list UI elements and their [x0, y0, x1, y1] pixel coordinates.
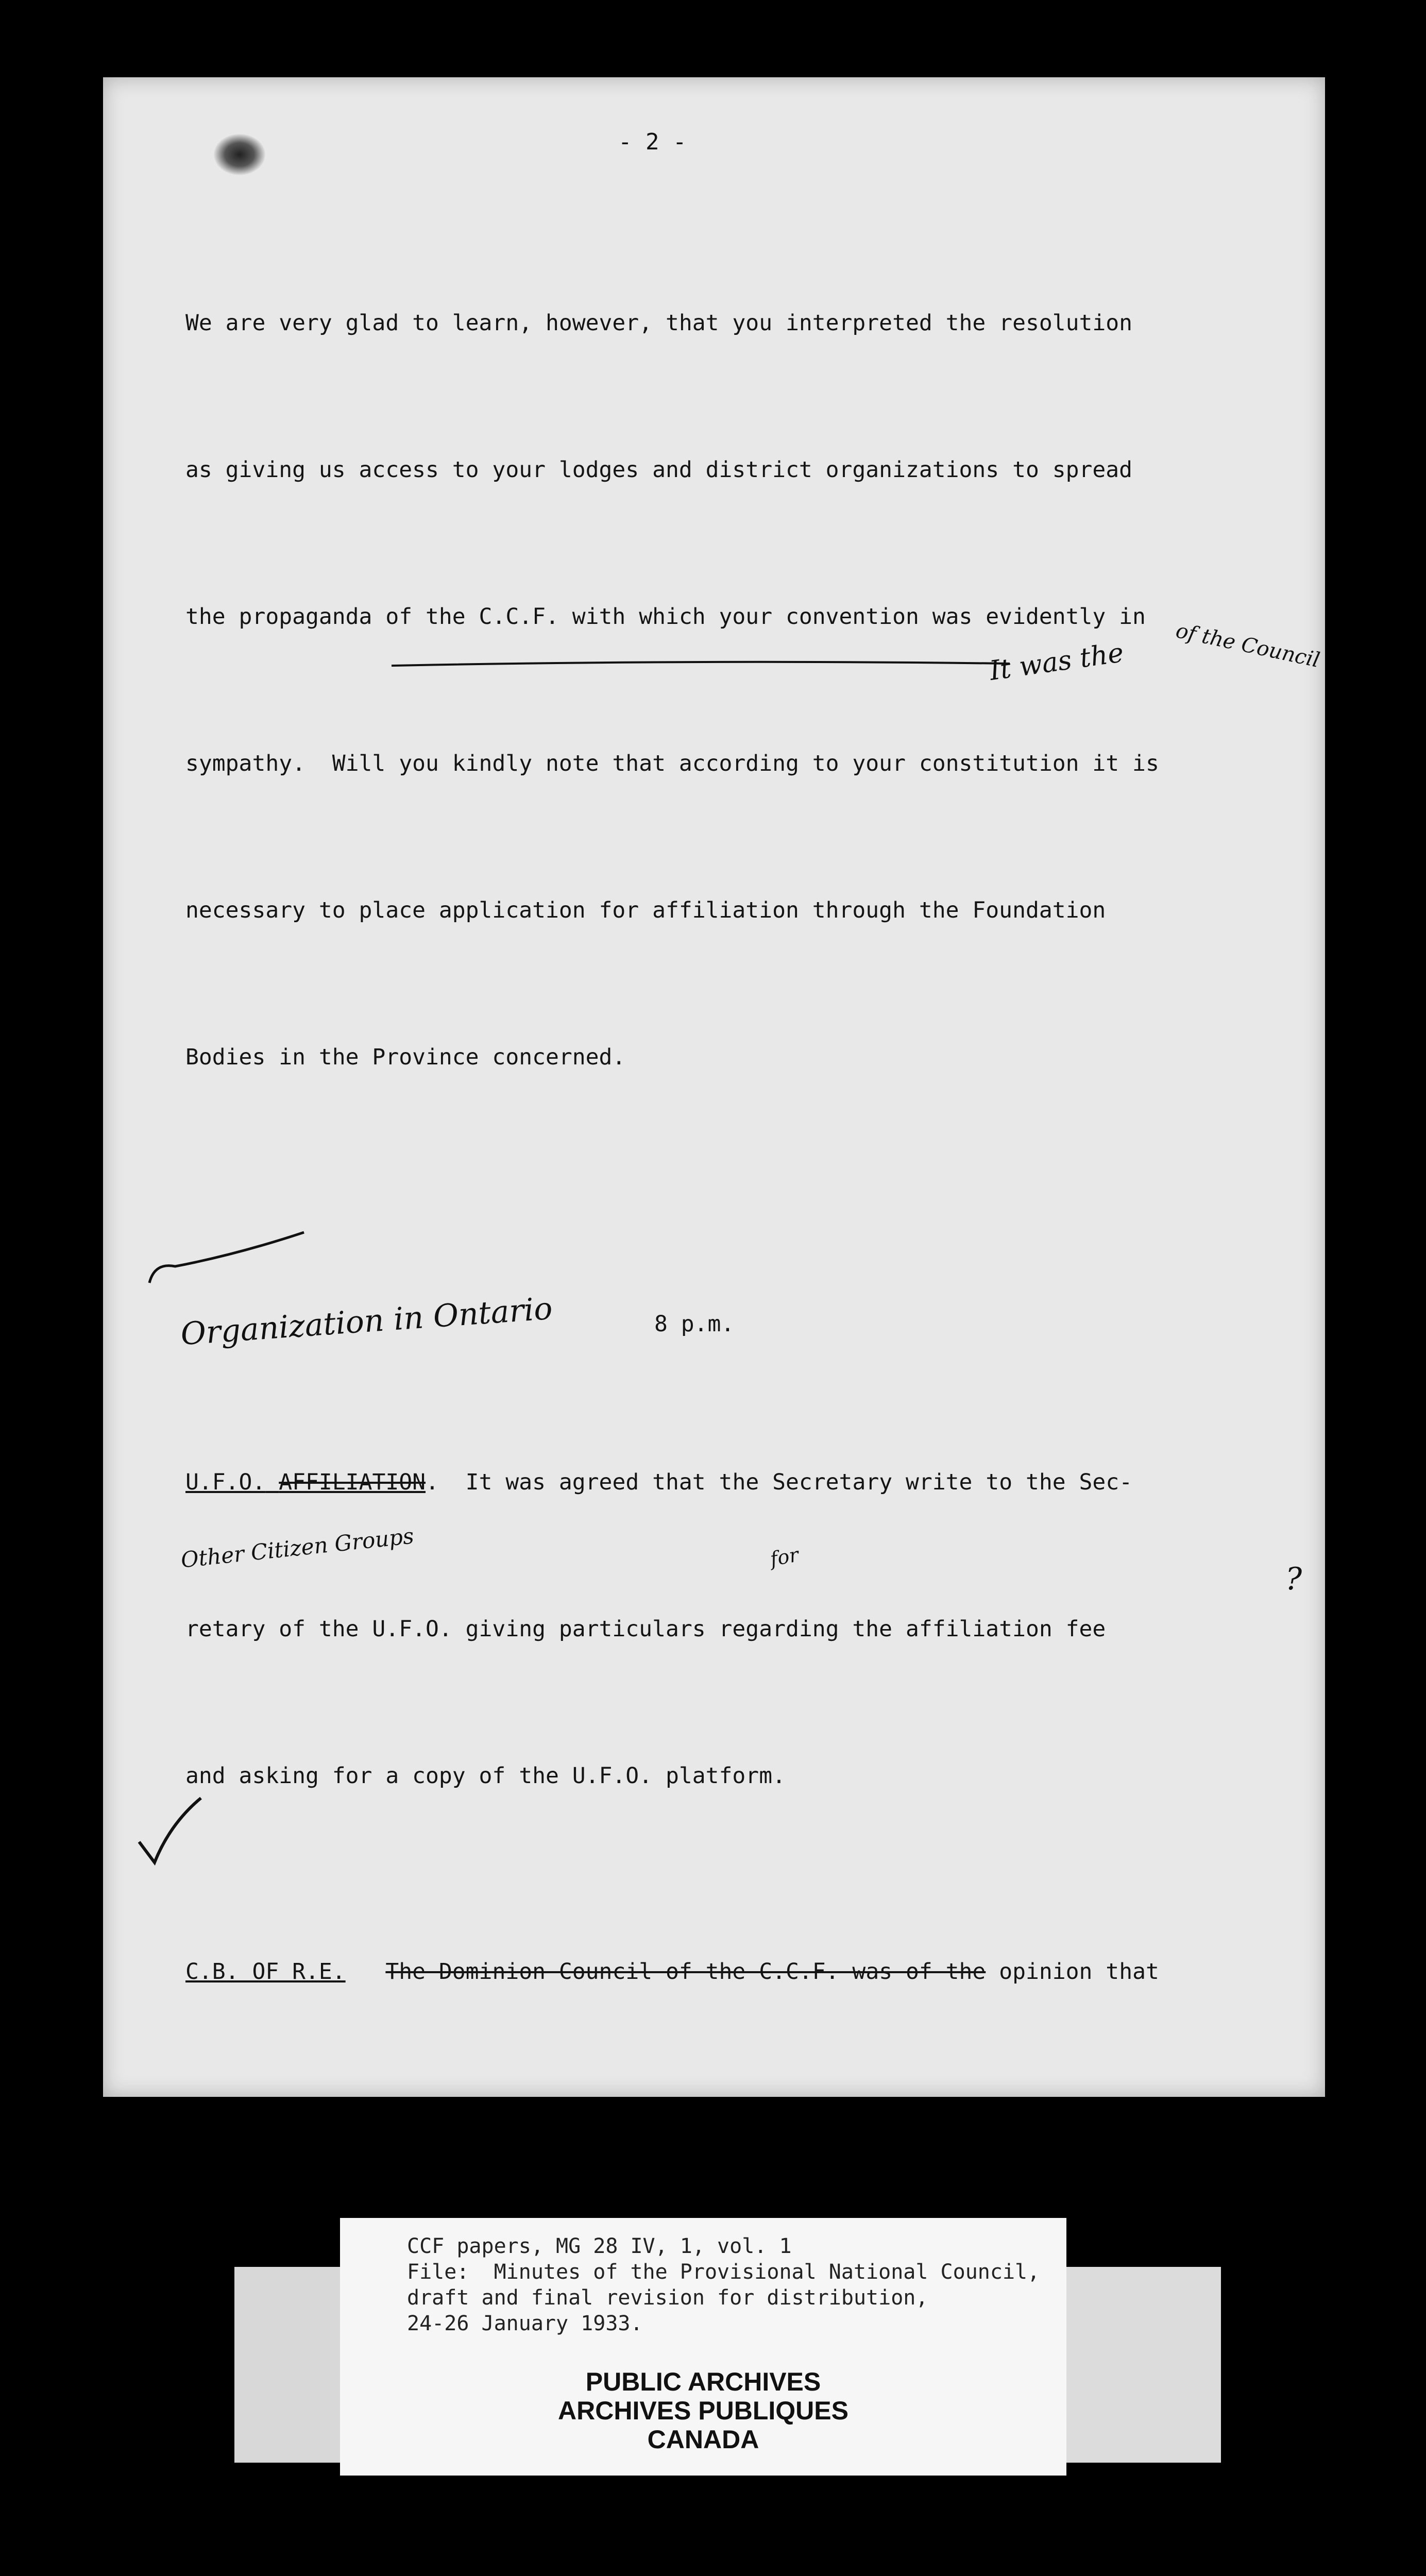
intro-line: necessary to place application for affiliation through the Foundation	[185, 897, 1106, 923]
intro-line: as giving us access to your lodges and district organizations to spread	[185, 457, 1133, 483]
label-backing-left	[234, 2267, 343, 2463]
cbre-line	[185, 2094, 1278, 2097]
handwritten-other-citizen-groups: Other Citizen Groups	[179, 1523, 415, 1573]
page-number: - 2 -	[618, 129, 687, 155]
intro-line: Bodies in the Province concerned.	[185, 1044, 626, 1070]
checkmark-icon	[134, 1793, 206, 1870]
archive-citation: CCF papers, MG 28 IV, 1, vol. 1 File: Minutes of the Provisional National Council, draft and final revision for distribution, 24-26 January 1933.	[407, 2234, 1040, 2335]
ufo-line: retary of the U.F.O. giving particulars regarding the affiliation fee	[185, 1616, 1106, 1642]
pen-stroke-mark	[144, 1226, 309, 1293]
meeting-time: 8 p.m.	[654, 1311, 735, 1337]
intro-line: the propaganda of the C.C.F. with which your convention was evidently in	[185, 604, 1146, 630]
ink-smudge	[214, 134, 265, 175]
label-backing-right	[1066, 2267, 1221, 2463]
handwritten-organization-in-ontario: Organization in Ontario	[179, 1290, 554, 1353]
cbre-struck-text: The Dominion Council of the C.C.F. was of the	[385, 1959, 986, 1985]
strikethrough-stroke	[392, 654, 1010, 675]
ufo-line: and asking for a copy of the U.F.O. platform.	[185, 1763, 786, 1789]
handwritten-for: for	[768, 1543, 801, 1571]
archive-name: PUBLIC ARCHIVES ARCHIVES PUBLIQUES CANADA	[558, 2367, 848, 2454]
ufo-heading: U.F.O. AFFILIATION	[185, 1469, 426, 1495]
ufo-heading-struck: AFFILIATION	[279, 1469, 426, 1495]
archive-label	[340, 2218, 1066, 2476]
document-page	[103, 77, 1325, 2097]
intro-line: We are very glad to learn, however, that you interpreted the resolution	[185, 310, 1133, 336]
ufo-line: U.F.O. AFFILIATION. It was agreed that the Secretary write to the Sec-	[185, 1469, 1133, 1495]
handwritten-question-mark: ?	[1285, 1561, 1302, 1597]
handwritten-of-the-council: of the Council	[1174, 618, 1322, 673]
cbre-line: C.B. OF R.E. The Dominion Council of the C.C.F. was of the opinion that	[185, 1959, 1159, 1985]
handwritten-it-was-the: It was the	[988, 637, 1126, 687]
intro-line: sympathy. Will you kindly note that according to your constitution it is	[185, 751, 1159, 776]
cbre-heading: C.B. OF R.E.	[185, 1959, 346, 1985]
document-body	[185, 201, 1278, 2097]
